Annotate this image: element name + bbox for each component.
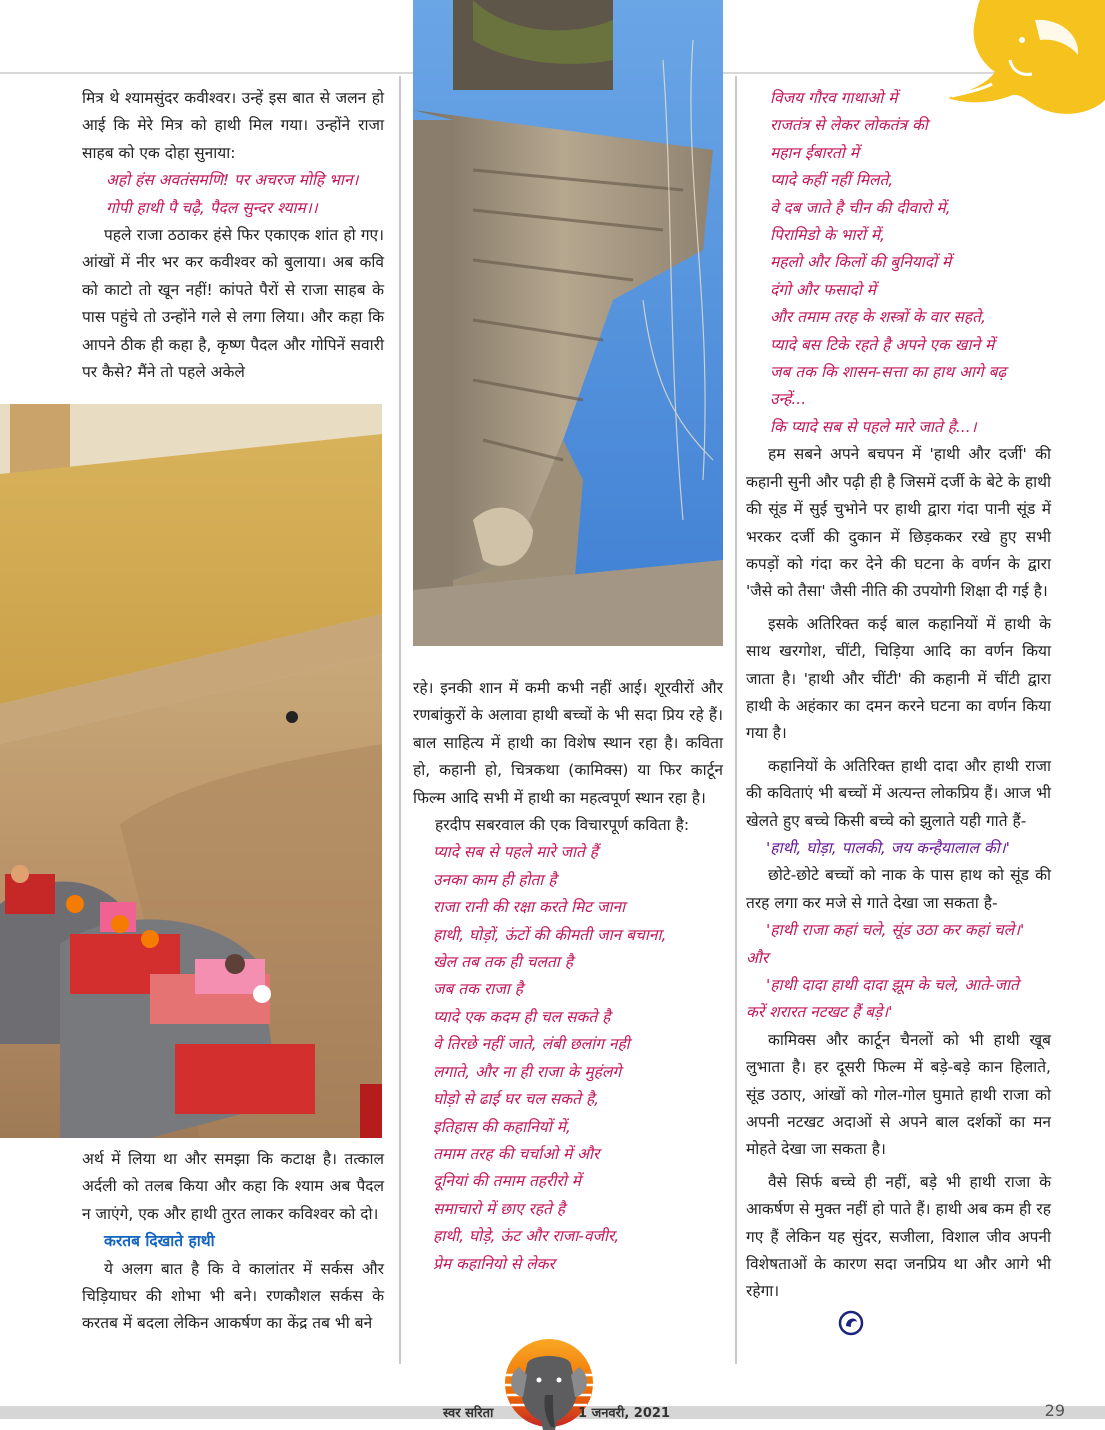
- poem-line: लगाते, और ना ही राजा के मुहंलगे: [433, 1062, 622, 1081]
- doha-line: अहो हंस अवतंसमणि! पर अचरज मोहि भान।: [106, 171, 359, 190]
- photo-carved-bracket: [413, 0, 723, 646]
- paragraph: ये अलग बात है कि वे कालांतर में सर्कस और चिड़ियाघर की शोभा भी बने। रणकौशल सर्कस के करतब में बदला लेकिन आकर्षण का केंद्र तब भी बने: [82, 1259, 384, 1333]
- paragraph: अर्थ में लिया था और समझा कि कटाक्ष है। तत्काल अर्दली को तलब किया और कहा कि श्याम अब पैदल न जाएंगे, एक और हाथी तुरत लाकर कविश्वर को दो।: [82, 1150, 384, 1223]
- poem-line: प्यादे एक कदम ही चल सकते है: [433, 1007, 611, 1026]
- column-1-bottom: [82, 1146, 384, 1338]
- column-divider: [735, 76, 737, 1364]
- poem-line: उन्हें...: [770, 390, 807, 409]
- quote: 'हाथी, घोड़ा, पालकी, जय कन्हैयालाल की।': [766, 838, 1010, 857]
- photo-elephants-fort: [0, 404, 382, 1138]
- paragraph: छोटे-छोटे बच्चों को नाक के पास हाथ को सूंड की तरह लगा कर मजे से गाते देखा जा सकता है-: [746, 866, 1051, 912]
- paragraph: हम सबने अपने बचपन में 'हाथी और दर्जी' की कहानी सुनी और पढ़ी ही है जिसमें दर्जी के बेटे के हाथी की सूंड में सुई चुभोने पर हाथी द्वारा गंदा पानी सूंड में भरकर दर्जी की दुकान में छिड़ककर रखे हुए सभी कपड़ों को गंदा कर देने की घटना के वर्णन के द्वारा 'जैसे को तैसा' जैसी नीति की उपयोगी शिक्षा दी गई है।: [746, 445, 1051, 601]
- paragraph: कहानियों के अतिरिक्त हाथी दादा और हाथी राजा की कविताएं भी बच्चों में अत्यन्त लोकप्रिय हैं। आज भी खेलते हुए बच्चे किसी बच्चे को झुलाते यही गाते हैं-: [746, 756, 1051, 830]
- poem-line: समाचारो में छाए रहते है: [433, 1199, 566, 1218]
- quote: 'हाथी राजा कहां चले, सूंड उठा कर कहां चले।': [766, 921, 1025, 940]
- poem-line: जब तक राजा है: [433, 980, 523, 999]
- poem: [746, 85, 1051, 441]
- quote-connector: और: [746, 948, 769, 967]
- doha-line: गोपी हाथी पै चढ़ै, पैदल सुन्दर श्याम।।: [106, 198, 318, 217]
- poem-line: उनका काम ही होता है: [433, 870, 557, 889]
- footer-date: 1 जनवरी, 2021: [578, 1406, 670, 1421]
- poem-line: पिरामिडो के भारों में,: [770, 226, 885, 245]
- paragraph: पहले राजा ठठाकर हंसे फिर एकाएक शांत हो गए। आंखों में नीर भर कर कवीश्वर को बुलाया। अब कवि को काटो तो खून नहीं! कांपते पैरों से राजा साहब के पास पहुंचे तो उन्होंने गले से लगा लिया। और कहा कि आपने ठीक ही कहा है, कृष्ण पैदल और गोपिनें सवारी पर कैसे? मैंने तो पहले अकेले: [82, 226, 384, 382]
- poem-line: प्यादे कहीं नहीं मिलते,: [770, 171, 894, 190]
- poem-line: वे तिरछे नहीं जाते, लंबी छलांग नही: [433, 1035, 630, 1054]
- poem-line: कि प्यादे सब से पहले मारे जाते है...।: [770, 417, 977, 436]
- poem-line: जब तक कि शासन-सत्ता का हाथ आगे बढ़: [770, 363, 1007, 382]
- paragraph: हरदीप सबरवाल की एक विचारपूर्ण कविता है:: [435, 816, 690, 835]
- column-2: [413, 675, 723, 1278]
- poem-line: हाथी, घोड़ों, ऊंटों की कीमती जान बचाना,: [433, 925, 667, 944]
- footer-magazine: स्वर सरिता: [443, 1406, 494, 1421]
- paragraph: कामिक्स और कार्टून चैनलों को भी हाथी खूब लुभाता है। हर दूसरी फिल्म में बड़े-बड़े कान हिलाते, सूंड उठाए, आंखों को गोल-गोल घुमाते हाथी राजा को अपनी नटखट अदाओं से अपने बाल दर्शकों का मन मोहते देखा जा सकता है।: [746, 1030, 1051, 1159]
- quote: करें शरारत नटखट हैं बड़े।': [746, 1003, 893, 1022]
- column-divider: [399, 76, 401, 1364]
- poem-line: घोड़ो से ढाई घर चल सकते है,: [433, 1090, 600, 1109]
- poem-line: तमाम तरह की चर्चाओ में और: [433, 1144, 600, 1163]
- page-number: 29: [1044, 1401, 1065, 1420]
- poem-line: प्यादे बस टिके रहते है अपने एक खाने में: [770, 335, 995, 354]
- poem-line: और तमाम तरह के शस्त्रों के वार सहते,: [770, 308, 986, 327]
- poem-line: प्रेम कहानियो से लेकर: [433, 1254, 555, 1273]
- paragraph: इसके अतिरिक्त कई बाल कहानियों में हाथी के साथ खरगोश, चींटी, चिड़िया आदि का वर्णन किया जाता है। 'हाथी और चींटी' की कहानी में चींटी द्वारा हाथी के अहंकार का दमन करने घटना का वर्णन किया गया है।: [746, 614, 1051, 743]
- quote: 'हाथी दादा हाथी दादा झूम के चले, आते-जाते: [766, 976, 1019, 994]
- column-3: [746, 85, 1051, 1345]
- poem-line: महलो और किलों की बुनियादों में: [770, 253, 952, 272]
- column-1-top: [82, 85, 384, 386]
- poem-line: वे दब जाते है चीन की दीवारो में,: [770, 198, 951, 217]
- poem-line: महान ईबारतो में: [770, 143, 859, 162]
- paragraph: मित्र थे श्यामसुंदर कवीश्वर। उन्हें इस बात से जलन हो आई कि मेरे मित्र को हाथी मिल गया। उन्होंने राजा साहब को एक दोहा सुनाया:: [82, 89, 384, 162]
- poem-line: विजय गौरव गाथाओ में: [770, 89, 898, 107]
- poem-line: दंगो और फसादो में: [770, 280, 876, 299]
- subheading: करतब दिखाते हाथी: [104, 1232, 215, 1251]
- end-mark-icon: [838, 1310, 864, 1336]
- paragraph: वैसे सिर्फ बच्चे ही नहीं, बड़े भी हाथी राजा के आकर्षण से मुक्त नहीं हो पाते हैं। हाथी अब कम ही रह गए हैं लेकिन यह सुंदर, सजीला, विशाल जीव अपनी विशेषताओं के कारण सदा जनप्रिय था और आगे भी रहेगा।: [746, 1172, 1051, 1301]
- poem-line: दूनियां की तमाम तहरीरो में: [433, 1172, 581, 1191]
- poem-line: प्यादे सब से पहले मारे जाते हैं: [433, 843, 599, 862]
- poem-line: राजतंत्र से लेकर लोकतंत्र की: [770, 116, 928, 135]
- poem-line: हाथी, घोड़े, ऊंट और राजा-वजीर,: [433, 1227, 620, 1246]
- poem-line: इतिहास की कहानियों में,: [433, 1117, 571, 1136]
- poem: [413, 839, 723, 1278]
- poem-line: खेल तब तक ही चलता है: [433, 953, 573, 972]
- paragraph: रहे। इनकी शान में कमी कभी नहीं आई। शूरवीरों और रणबांकुरों के अलावा हाथी बच्चों के भी सदा प्रिय रहे हैं। बाल साहित्य में हाथी का विशेष स्थान रहा है। कविता हो, कहानी हो, चित्रकथा (कामिक्स) या फिर कार्टून फिल्म आदि सभी में हाथी का महत्वपूर्ण स्थान रहा है।: [413, 679, 723, 807]
- poem-line: राजा रानी की रक्षा करते मिट जाना: [433, 898, 626, 917]
